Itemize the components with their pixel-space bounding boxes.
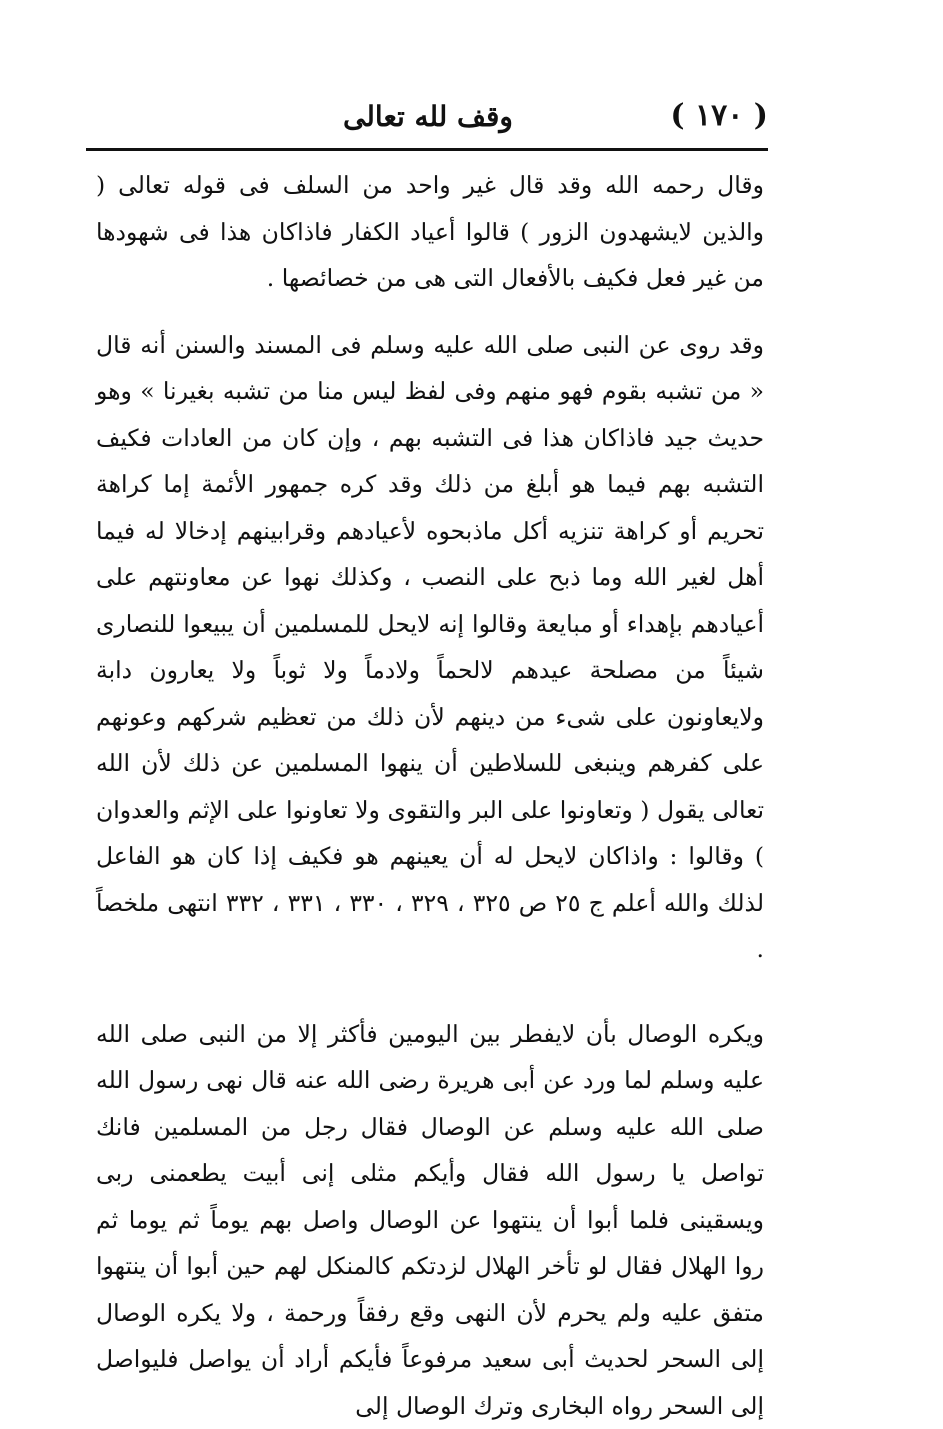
paragraph-imitation-hadith: وقد روى عن النبى صلى الله عليه وسلم فى المسند والسنن أنه قال « من تشبه بقوم فهو منهم وفى لفظ ليس منا من تشبه بغيرنا » وهو حديث جيد فاذاكان هذا فى التشبه بهم ، وإن كان من العادات فكيف التشبه بهم فيما هو أبلغ من ذلك وقد كره جمهور الأئمة إما كراهة تحريم أو كراهة تنزيه أكل ماذبحوه لأعيادهم وقرابينهم إدخالا له فيما أهل لغير الله وما ذبح على النصب ، وكذلك نهوا عن معاونتهم على أعيادهم بإهداء أو مبايعة وقالوا إنه لايحل للمسلمين أن يبيعوا للنصارى شيئاً من مصلحة عيدهم لالحماً ولادماً ولا ثوباً ولا يعارون دابة ولايعاونون على شىء من دينهم لأن ذلك من تعظيم شركهم وعونهم على كفرهم وينبغى للسلاطين أن ينهوا المسلمين عن ذلك لأن الله تعالى يقول ( وتعاونوا على البر والتقوى ولا تعاونوا على الإثم والعدوان ) وقالوا : واذاكان لايحل له أن يعينهم هو فكيف إذا كان هو الفاعل لذلك والله أعلم ج ٢٥ ص ٣٢٥ ، ٣٢٩ ، ٣٣٠ ، ٣٣١ ، ٣٣٢ انتهى ملخصاً . bbox=[96, 322, 764, 973]
paragraph-spacer bbox=[96, 973, 764, 1011]
page-body bbox=[96, 162, 764, 1429]
paragraph-salaf-quote: وقال رحمه الله وقد قال غير واحد من السلف فى قوله تعالى ( والذين لايشهدون الزور ) قالوا أعياد الكفار فاذاكان هذا فى شهودها من غير فعل فكيف بالأفعال التى هى من خصائصها . bbox=[96, 162, 764, 302]
header-divider bbox=[86, 148, 768, 151]
paragraph-wisal: ويكره الوصال بأن لايفطر بين اليومين فأكثر إلا من النبى صلى الله عليه وسلم لما ورد عن أبى هريرة رضى الله عنه قال نهى رسول الله صلى الله عليه وسلم عن الوصال فقال رجل من المسلمين فانك تواصل يا رسول الله فقال وأيكم مثلى إنى أبيت يطعمنى ربى ويسقينى فلما أبوا أن ينتهوا عن الوصال واصل بهم يوماً ثم يوما ثم روا الهلال فقال لو تأخر الهلال لزدتكم كالمنكل لهم حين أبوا أن ينتهوا متفق عليه ولم يحرم لأن النهى وقع رفقاً ورحمة ، ولا يكره الوصال إلى السحر لحديث أبى سعيد مرفوعاً فأيكم أراد أن يواصل فليواصل إلى السحر رواه البخارى وترك الوصال إلى bbox=[96, 1011, 764, 1429]
page-number: ( ١٧٠ ) bbox=[670, 98, 768, 133]
page-header bbox=[88, 96, 768, 140]
running-title: وقف لله تعالى bbox=[88, 100, 768, 133]
paragraph-spacer bbox=[96, 302, 764, 322]
